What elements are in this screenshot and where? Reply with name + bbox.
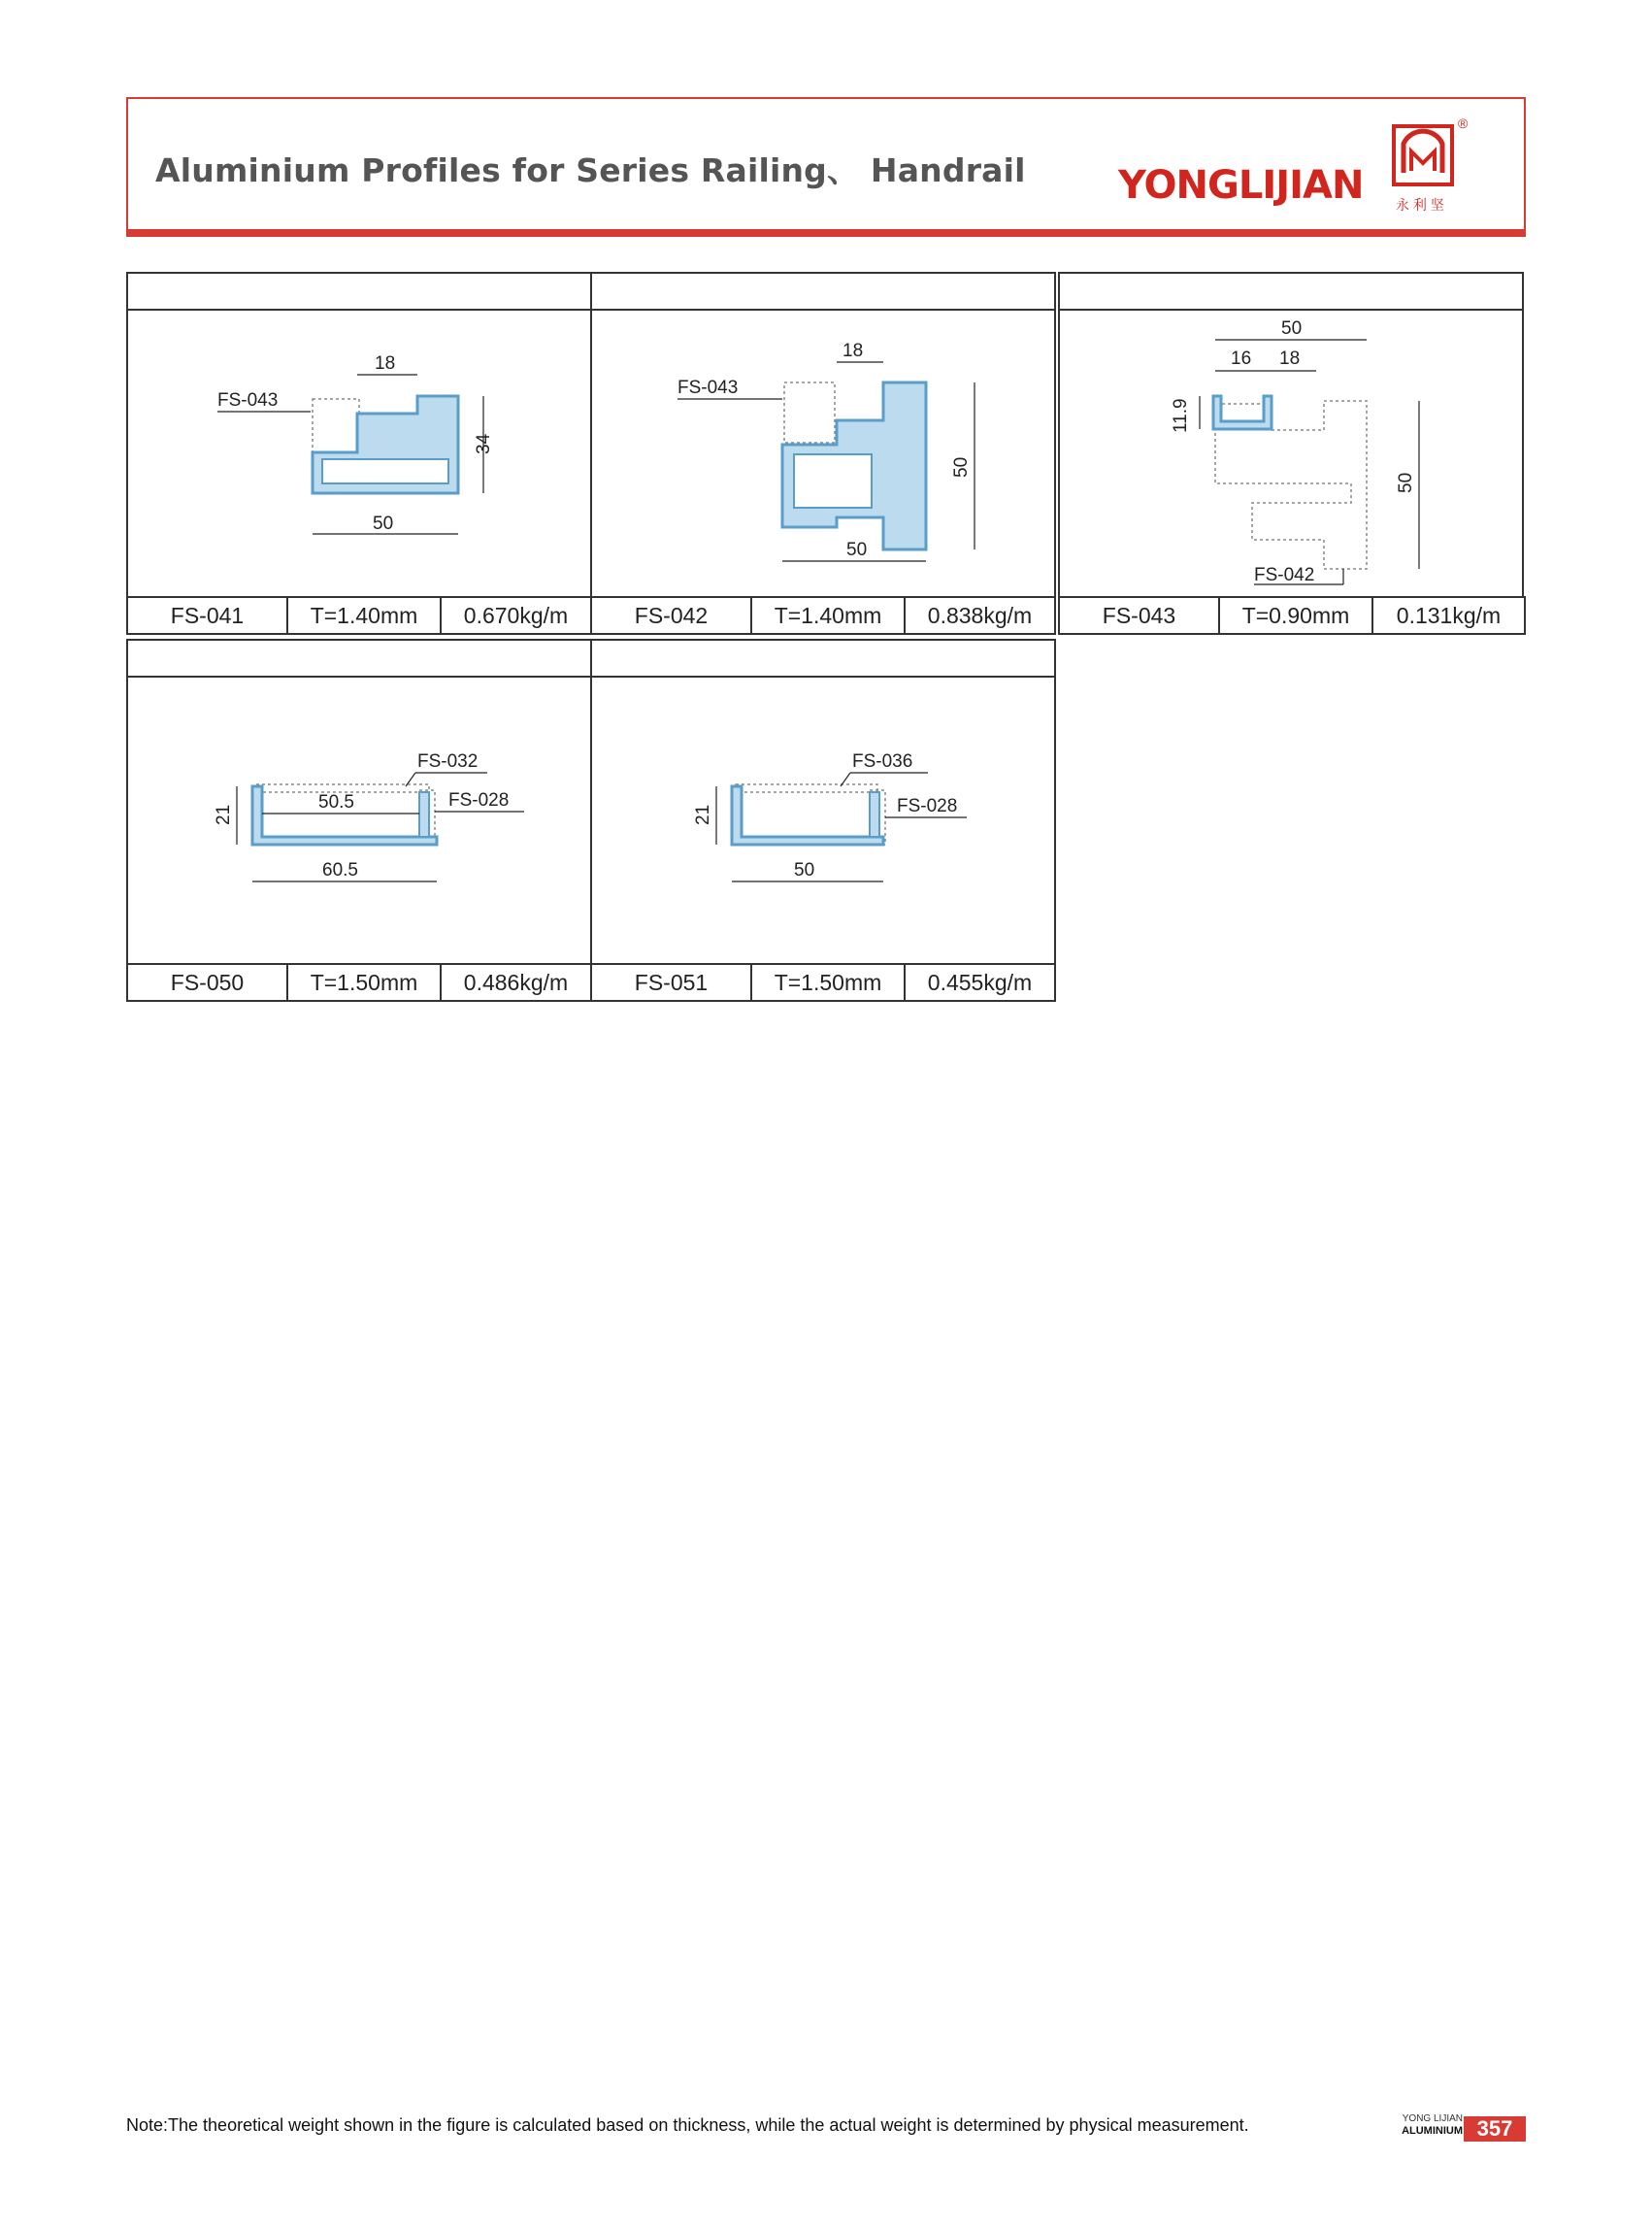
profile-drawing-area [590, 309, 1056, 598]
page-header [126, 97, 1526, 231]
profile-weight: 0.838kg/m [927, 602, 1033, 628]
profile-hollow [322, 459, 448, 483]
profile-header-row [126, 272, 592, 311]
profile-weight: 0.131kg/m [1396, 602, 1502, 628]
profile-thickness: T=1.50mm [752, 965, 906, 1000]
page-title: Aluminium Profiles for Series Railing、 Handrail [155, 151, 1026, 189]
dashed-neighbour-profile [784, 382, 835, 443]
footer-brand-name: YONG LIJIAN [1402, 2113, 1463, 2124]
profile-card-fs-041 [126, 272, 592, 636]
profile-header-row [126, 639, 592, 678]
dim-inner: 50.5 [318, 792, 354, 813]
profile-drawing-area [126, 676, 592, 965]
dim-left: 21 [214, 804, 234, 825]
dim-top: 18 [843, 341, 864, 361]
footer-brand-sub: ALUMINIUM [1402, 2125, 1463, 2137]
dim-bottom: 50 [846, 540, 868, 560]
dashed-neighbour-profile [313, 399, 359, 452]
profile-header-row [590, 639, 1056, 678]
profile-drawing [592, 309, 1054, 598]
profile-header-row [1058, 272, 1524, 311]
profile-shape [1213, 396, 1272, 429]
profile-spec-row [126, 963, 592, 1002]
footer-note: Note:The theoretical weight shown in the figure is calculated based on thickness, while the actual weight is determined by physical measurement. [126, 2115, 1249, 2135]
profile-side-wall [419, 792, 429, 837]
brand-logo-icon [1390, 115, 1468, 216]
dim-top: 18 [375, 353, 396, 374]
dim-bottom: 50 [794, 860, 815, 881]
dim-top: 50 [1281, 318, 1303, 339]
ref-label-2: FS-028 [897, 796, 958, 816]
brand-name: YONGLIJIAN [1118, 163, 1364, 208]
profile-side-wall [870, 792, 879, 837]
dim-right: 34 [474, 433, 494, 454]
dim-bottom: 50 [373, 514, 394, 534]
profile-thickness: T=1.40mm [752, 598, 906, 633]
profile-code: FS-051 [592, 965, 752, 1000]
dim-left: 21 [693, 804, 713, 825]
profile-thickness: T=1.50mm [288, 965, 442, 1000]
profile-hollow [794, 454, 872, 508]
ref-label-2: FS-028 [448, 790, 510, 811]
profile-spec-row [590, 963, 1056, 1002]
logo-chinese-text: 永 利 坚 [1396, 197, 1444, 213]
profile-drawing-area [126, 309, 592, 598]
profile-drawing-area [590, 676, 1056, 965]
profile-drawing [592, 676, 1054, 965]
ref-label: FS-043 [677, 378, 739, 398]
ref-label-1: FS-036 [852, 751, 913, 772]
ref-label: FS-043 [217, 390, 279, 411]
ref-label-1: FS-032 [417, 751, 479, 772]
profile-thickness: T=1.40mm [288, 598, 442, 633]
profile-weight: 0.670kg/m [463, 602, 569, 628]
profile-drawing-area [1058, 309, 1524, 598]
profile-weight: 0.455kg/m [927, 969, 1033, 995]
header-accent-bar [126, 229, 1526, 237]
profile-shape [732, 786, 883, 845]
profile-weight: 0.486kg/m [463, 969, 569, 995]
profile-header-row [590, 272, 1056, 311]
dim-left: 11.9 [1171, 398, 1191, 433]
ref-label: FS-042 [1254, 565, 1315, 585]
profile-spec-row [590, 596, 1056, 635]
profile-card-fs-051 [590, 639, 1056, 1003]
profile-thickness: T=0.90mm [1220, 598, 1373, 633]
profile-spec-row [126, 596, 592, 635]
profile-drawing [128, 309, 590, 598]
registered-mark: ® [1458, 116, 1468, 131]
dim-top-left: 16 [1231, 349, 1252, 369]
dim-top-right: 18 [1279, 349, 1301, 369]
dashed-cover-profile [736, 784, 877, 792]
profile-drawing [1060, 309, 1522, 598]
profile-code: FS-050 [128, 965, 288, 1000]
profile-spec-row [1058, 596, 1526, 635]
dashed-cover-profile [256, 784, 429, 792]
profile-code: FS-042 [592, 598, 752, 633]
profile-code: FS-041 [128, 598, 288, 633]
footer-brand [1395, 2113, 1463, 2137]
profile-card-fs-043 [1058, 272, 1526, 636]
dim-right: 50 [1396, 472, 1416, 493]
dim-right: 50 [951, 456, 972, 478]
profile-drawing [128, 676, 590, 965]
page-number: 357 [1464, 2116, 1526, 2142]
dim-bottom: 60.5 [322, 860, 358, 881]
profile-card-fs-042 [590, 272, 1056, 636]
profile-card-fs-050 [126, 639, 592, 1003]
profile-code: FS-043 [1060, 598, 1220, 633]
